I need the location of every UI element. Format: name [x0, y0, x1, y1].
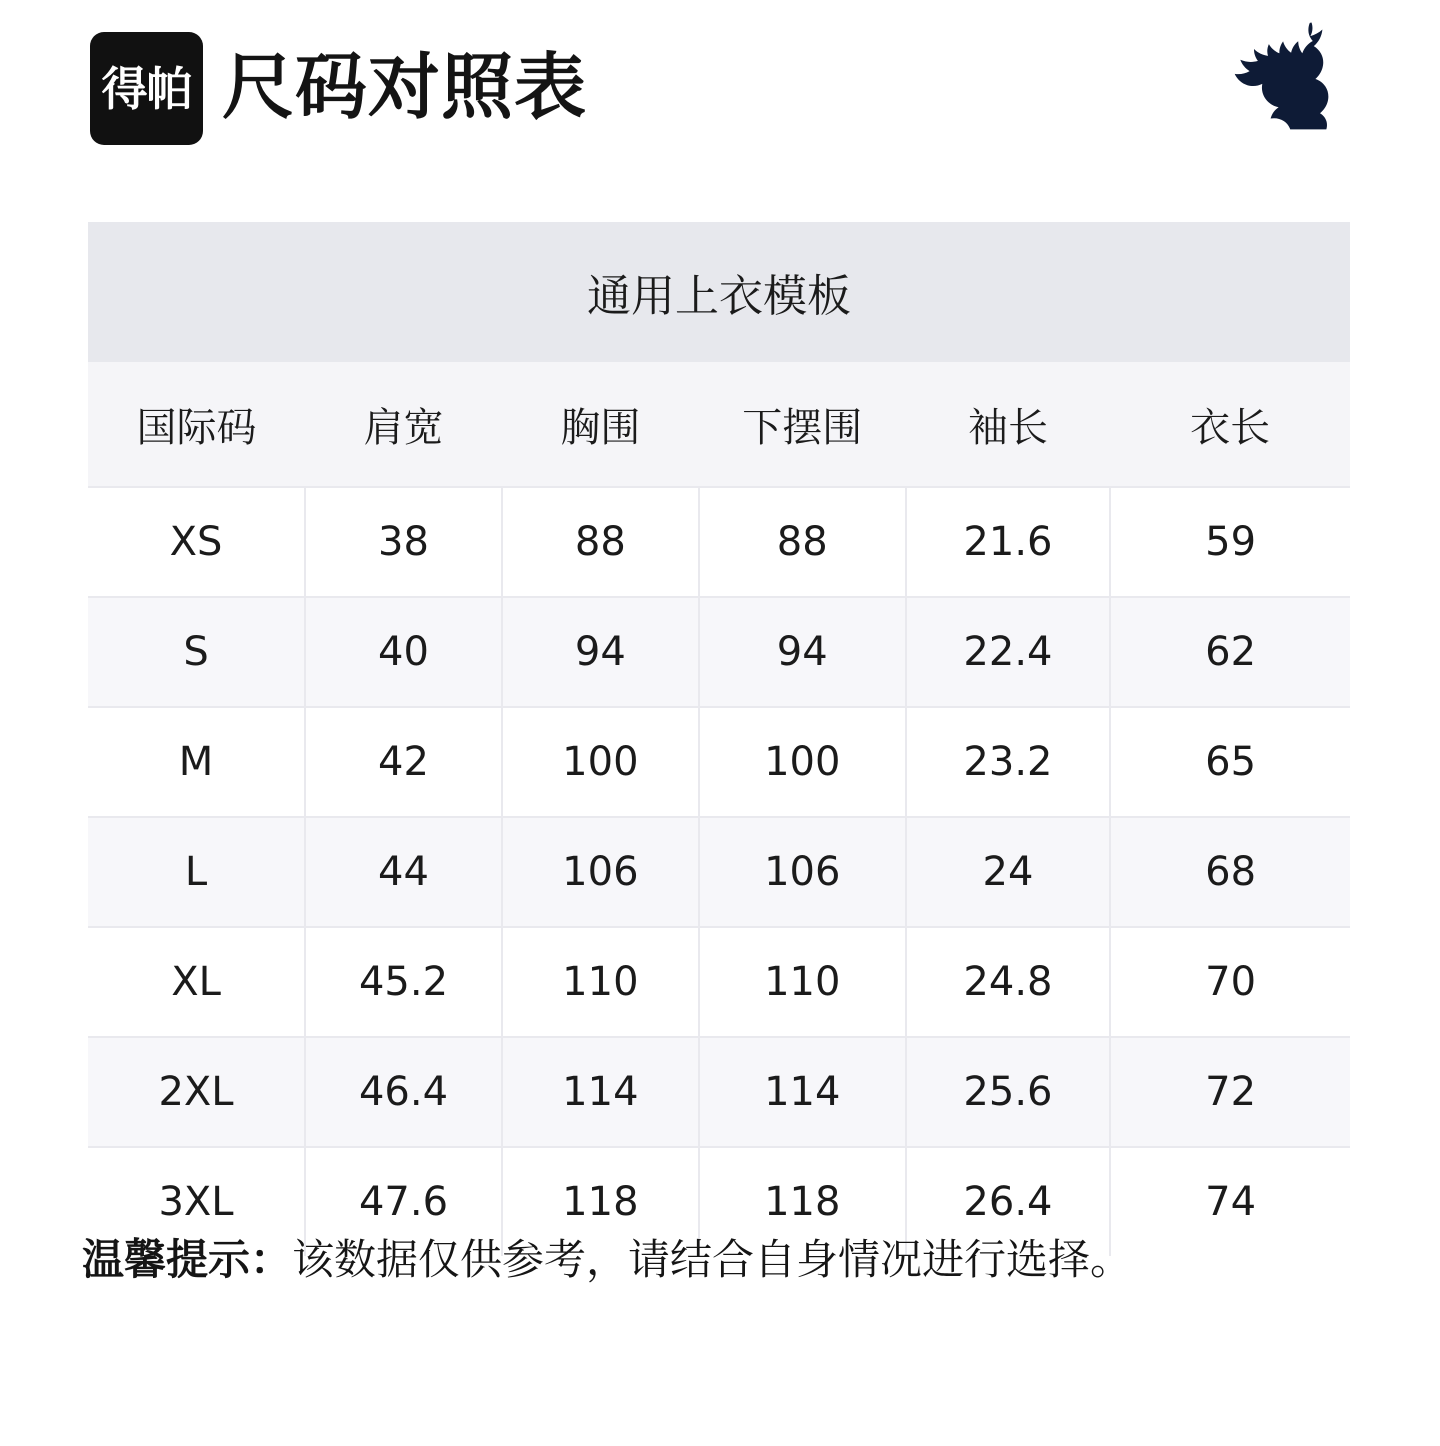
column-header-shoulder-width: 肩宽	[305, 362, 502, 487]
column-header-garment-length: 衣长	[1110, 362, 1350, 487]
cell-sleeve: 24	[906, 817, 1110, 927]
table-row	[88, 707, 1350, 817]
cell-hem: 110	[699, 927, 906, 1037]
disclaimer-note	[82, 1232, 1372, 1289]
cell-size: 2XL	[88, 1037, 305, 1147]
brand-badge	[90, 32, 203, 145]
size-table	[88, 362, 1350, 1256]
page-title: 尺码对照表	[222, 45, 588, 129]
page-header	[0, 0, 1440, 200]
table-header-row	[88, 362, 1350, 487]
table-row	[88, 1037, 1350, 1147]
cell-length: 68	[1110, 817, 1350, 927]
rooster-logo-icon	[1232, 18, 1352, 136]
brand-badge-label: 得帕	[101, 61, 192, 116]
cell-size: XL	[88, 927, 305, 1037]
cell-sleeve: 23.2	[906, 707, 1110, 817]
cell-length: 62	[1110, 597, 1350, 707]
cell-chest: 118	[502, 1147, 699, 1256]
cell-shoulder: 42	[305, 707, 502, 817]
cell-size: L	[88, 817, 305, 927]
cell-sleeve: 25.6	[906, 1037, 1110, 1147]
cell-length: 72	[1110, 1037, 1350, 1147]
cell-length: 65	[1110, 707, 1350, 817]
cell-shoulder: 40	[305, 597, 502, 707]
cell-length: 74	[1110, 1147, 1350, 1256]
column-header-international-size: 国际码	[88, 362, 305, 487]
table-body	[88, 487, 1350, 1256]
cell-sleeve: 22.4	[906, 597, 1110, 707]
cell-chest: 88	[502, 487, 699, 597]
cell-sleeve: 24.8	[906, 927, 1110, 1037]
column-header-hem: 下摆围	[699, 362, 906, 487]
cell-chest: 114	[502, 1037, 699, 1147]
cell-size: S	[88, 597, 305, 707]
cell-shoulder: 46.4	[305, 1037, 502, 1147]
cell-length: 70	[1110, 927, 1350, 1037]
cell-chest: 94	[502, 597, 699, 707]
cell-sleeve: 21.6	[906, 487, 1110, 597]
disclaimer-label: 温馨提示：	[82, 1235, 293, 1284]
cell-size: 3XL	[88, 1147, 305, 1256]
cell-chest: 106	[502, 817, 699, 927]
cell-hem: 118	[699, 1147, 906, 1256]
cell-size: M	[88, 707, 305, 817]
cell-shoulder: 38	[305, 487, 502, 597]
table-caption: 通用上衣模板	[88, 222, 1350, 362]
table-row	[88, 597, 1350, 707]
cell-chest: 100	[502, 707, 699, 817]
cell-hem: 106	[699, 817, 906, 927]
disclaimer-text: 该数据仅供参考，请结合自身情况进行选择。	[292, 1235, 1133, 1284]
cell-length: 59	[1110, 487, 1350, 597]
table-row	[88, 487, 1350, 597]
cell-shoulder: 45.2	[305, 927, 502, 1037]
cell-hem: 94	[699, 597, 906, 707]
cell-size: XS	[88, 487, 305, 597]
column-header-chest: 胸围	[502, 362, 699, 487]
cell-hem: 88	[699, 487, 906, 597]
column-header-sleeve-length: 袖长	[906, 362, 1110, 487]
cell-hem: 100	[699, 707, 906, 817]
table-head	[88, 362, 1350, 487]
cell-hem: 114	[699, 1037, 906, 1147]
table-row	[88, 927, 1350, 1037]
cell-chest: 110	[502, 927, 699, 1037]
size-table-container	[88, 222, 1350, 1256]
cell-shoulder: 44	[305, 817, 502, 927]
cell-shoulder: 47.6	[305, 1147, 502, 1256]
cell-sleeve: 26.4	[906, 1147, 1110, 1256]
table-row	[88, 817, 1350, 927]
